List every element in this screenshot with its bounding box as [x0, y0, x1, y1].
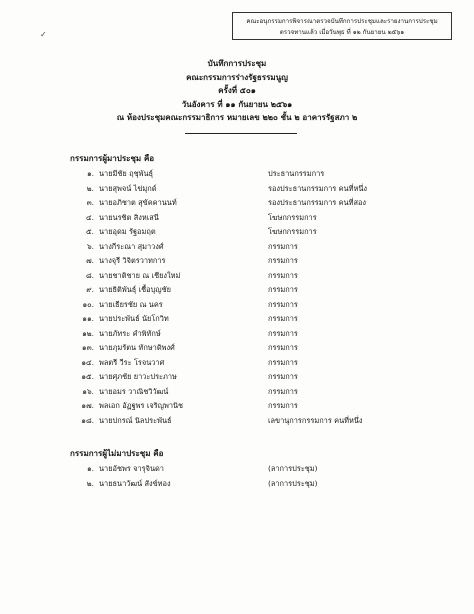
- review-stamp: [232, 12, 452, 40]
- member-role: กรรมการ: [268, 314, 298, 323]
- header-divider: [185, 133, 297, 134]
- member-number: ๑.: [86, 464, 94, 473]
- member-number: ๑๔.: [81, 357, 94, 367]
- member-name: นายนรชิต สิงหเสนี: [99, 212, 159, 222]
- member-name: นายประพันธ์ นัยโกวิท: [99, 314, 169, 323]
- check-mark-icon: ✓: [40, 30, 47, 39]
- member-number: ๑๐.: [82, 299, 94, 309]
- member-role: ประธานกรรมการ: [268, 169, 325, 178]
- member-row: [0, 463, 474, 478]
- stamp-line-1: คณะอนุกรรมการพิจารณาตรวจบันทึกการประชุมและรายงานการประชุม: [246, 18, 438, 25]
- member-role: กรรมการ: [268, 386, 298, 396]
- member-row: [0, 386, 474, 401]
- member-row: [0, 299, 474, 314]
- member-row: [0, 270, 474, 285]
- member-row: [0, 478, 474, 493]
- session-number: ครั้งที่ ๕๐๑: [218, 86, 256, 95]
- member-role: กรรมการ: [268, 401, 298, 410]
- member-name: นางกีระณา สุมาวงศ์: [99, 241, 164, 251]
- member-name: นายปกรณ์ นิลประพันธ์: [99, 415, 172, 425]
- present-section-title: กรรมการผู้มาประชุม คือ: [70, 154, 155, 163]
- member-role: กรรมการ: [268, 343, 298, 352]
- member-row: [0, 226, 474, 241]
- member-row: [0, 371, 474, 386]
- member-row: [0, 197, 474, 212]
- member-role: กรรมการ: [268, 285, 298, 294]
- absent-section-title: กรรมการผู้ไม่มาประชุม คือ: [70, 449, 164, 458]
- member-role: กรรมการ: [268, 357, 298, 367]
- member-number: ๔.: [86, 212, 94, 222]
- member-number: ๑๕.: [81, 372, 94, 381]
- member-row: [0, 415, 474, 430]
- member-name: พลตรี วีระ โรจนวาศ: [99, 357, 165, 367]
- meeting-date: วันอังคาร ที่ ๑๑ กันยายน ๒๕๖๑: [181, 99, 293, 109]
- member-role: รองประธานกรรมการ คนที่หนึ่ง: [268, 183, 367, 193]
- absent-members-list: [0, 463, 474, 492]
- member-number: ๑๒.: [82, 328, 94, 338]
- member-number: ๗.: [86, 256, 94, 265]
- member-number: ๑๗.: [81, 401, 94, 410]
- member-row: [0, 212, 474, 227]
- member-role: โฆษกกรรมการ: [268, 212, 317, 222]
- document-title: บันทึกการประชุม: [207, 59, 267, 68]
- member-number: ๑.: [86, 169, 94, 178]
- member-name: นายอมร วาณิชวิวัฒน์: [99, 386, 169, 396]
- member-name: นายเธียรชัย ณ นคร: [99, 299, 163, 309]
- member-row: [0, 241, 474, 256]
- member-row: [0, 328, 474, 343]
- member-number: ๒.: [86, 183, 94, 193]
- member-row: [0, 255, 474, 270]
- member-name: นายภุมรัตน ทักษาดิพงศ์: [99, 343, 175, 352]
- member-role: กรรมการ: [268, 372, 298, 381]
- member-row: [0, 342, 474, 357]
- member-name: นายมีชัย ฤชุพันธุ์: [99, 169, 154, 178]
- member-name: นายอุดม รัฐอมฤต: [99, 227, 156, 236]
- member-role: เลขานุการกรรมการ คนที่หนึ่ง: [268, 415, 363, 425]
- member-number: ๑๓.: [81, 343, 94, 352]
- member-name: นายชาติชาย ณ เชียงใหม่: [99, 270, 181, 280]
- member-name: นายธนาวัฒน์ สังข์ทอง: [99, 478, 171, 488]
- member-role: กรรมการ: [268, 256, 298, 265]
- member-number: ๑๘.: [81, 415, 94, 425]
- member-role: กรรมการ: [268, 270, 298, 280]
- present-members-list: [0, 168, 474, 429]
- member-number: ๙.: [86, 285, 94, 294]
- member-role: โฆษกกรรมการ: [268, 227, 317, 236]
- member-number: ๘.: [85, 270, 94, 280]
- member-role: กรรมการ: [268, 299, 298, 309]
- member-name: นายอัชพร จารุจินดา: [99, 464, 164, 473]
- member-role: กรรมการ: [268, 241, 298, 251]
- member-role: (ลาการประชุม): [268, 464, 318, 473]
- meeting-place: ณ ห้องประชุมคณะกรรมาธิการ หมายเลข ๒๒๐ ชั้น ๒ อาคารรัฐสภา ๒: [116, 113, 358, 122]
- member-number: ๒.: [86, 478, 94, 488]
- member-number: ๑๑.: [82, 314, 94, 323]
- member-role: (ลาการประชุม): [268, 478, 318, 488]
- member-number: ๕.: [86, 227, 94, 236]
- member-name: นายธิติพันธุ์ เชื้อบุญชัย: [99, 285, 171, 294]
- stamp-line-2: ตรวจทานแล้ว เมื่อวันพุธ ที่ ๑๒ กันยายน ๒๕๖๑: [279, 29, 405, 36]
- member-number: ๓.: [86, 198, 94, 207]
- member-name: พลเอก อัฏฐพร เจริญพานิช: [99, 401, 184, 410]
- member-row: [0, 284, 474, 299]
- member-row: [0, 313, 474, 328]
- member-role: รองประธานกรรมการ คนที่สอง: [268, 198, 367, 207]
- member-row: [0, 183, 474, 198]
- member-name: นายภัทระ คำพิทักษ์: [99, 328, 161, 338]
- document-header: [0, 57, 474, 125]
- member-number: ๖.: [86, 241, 94, 251]
- committee-name: คณะกรรมการร่างรัฐธรรมนูญ: [186, 72, 288, 82]
- member-row: [0, 168, 474, 183]
- member-name: นายอภิชาต สุขัคคานนท์: [99, 198, 177, 207]
- member-row: [0, 400, 474, 415]
- member-row: [0, 357, 474, 372]
- member-name: นายสุพจน์ ไข่มุกด์: [99, 183, 157, 193]
- member-name: นายศุภชัย ยาวะประภาษ: [99, 372, 177, 381]
- member-name: นางจุรี วิจิตรวาทการ: [99, 256, 166, 265]
- member-role: กรรมการ: [268, 328, 298, 338]
- member-number: ๑๖.: [82, 386, 94, 396]
